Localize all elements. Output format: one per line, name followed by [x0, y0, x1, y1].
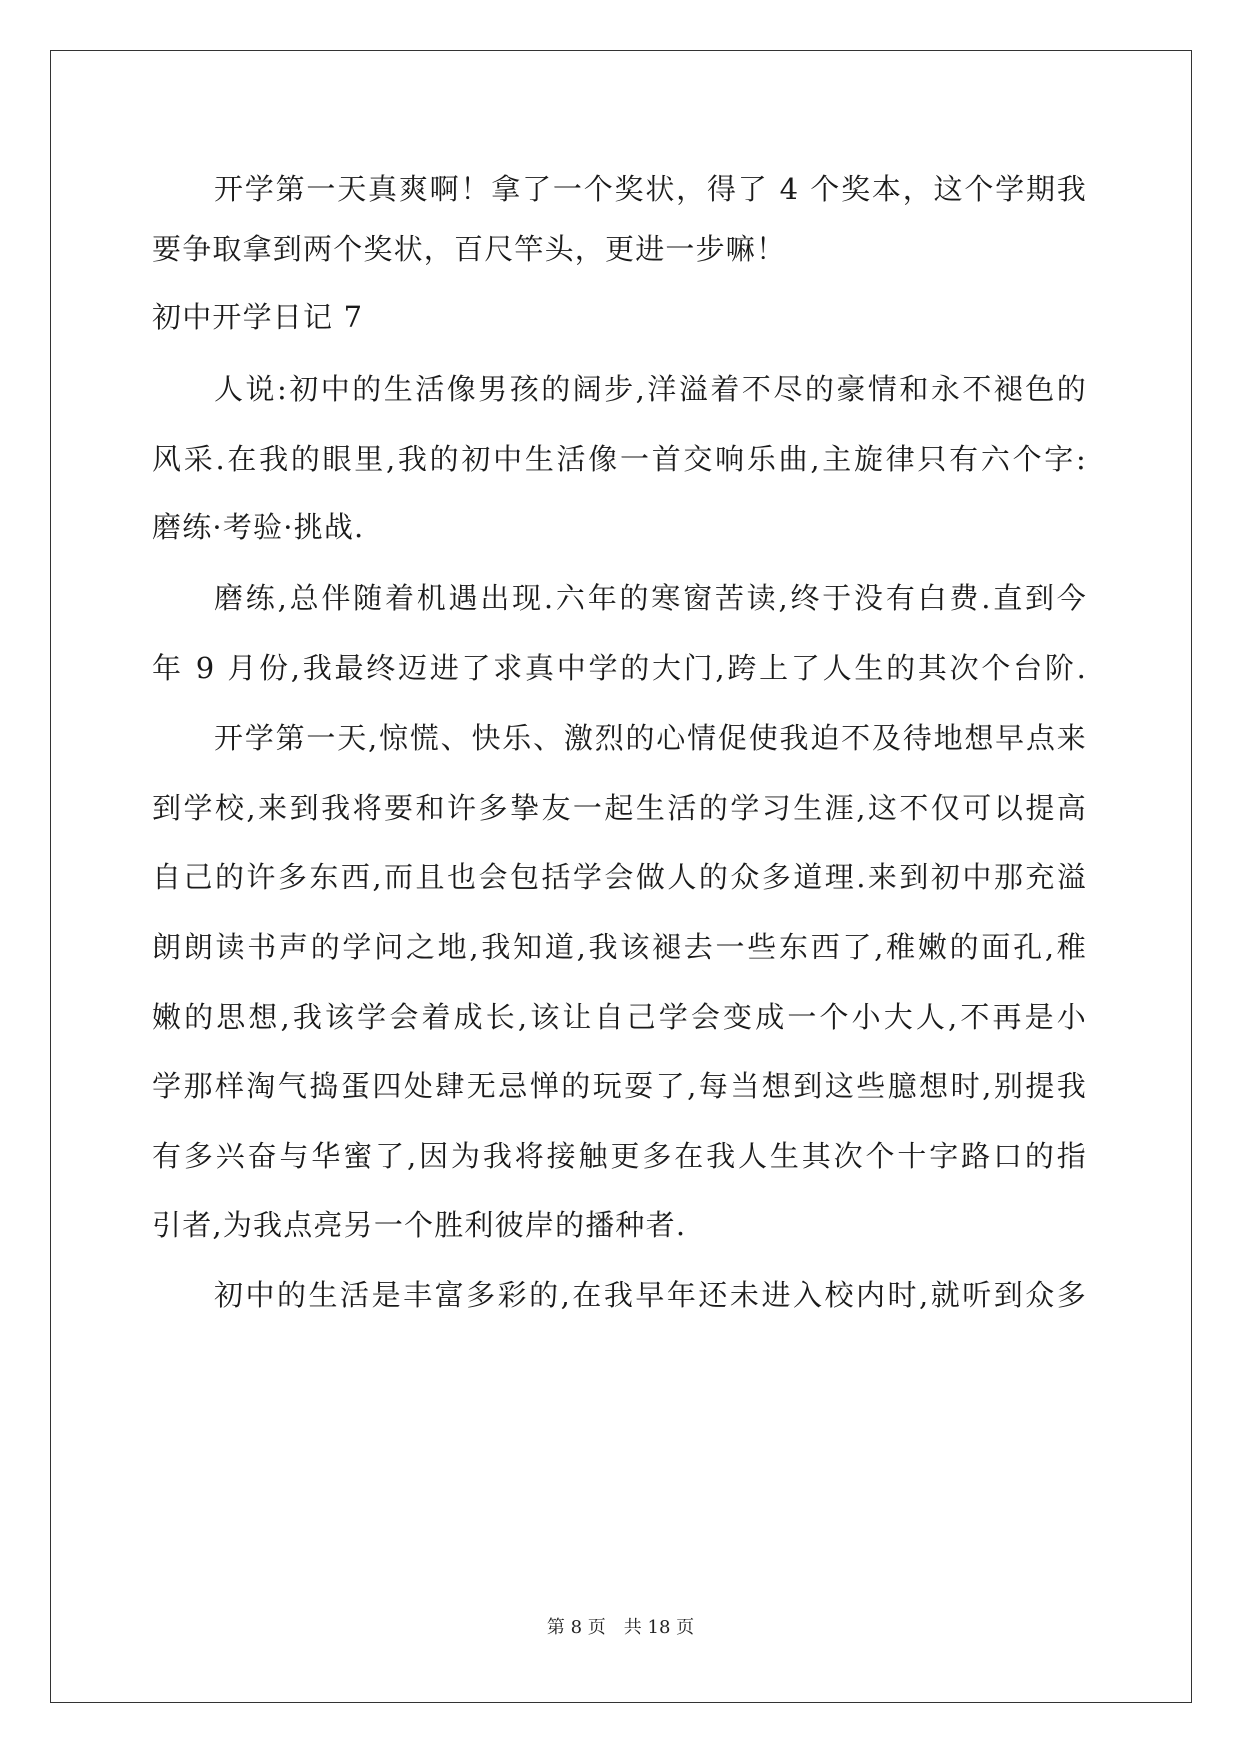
- body-text-line: 开学第一天,惊慌、快乐、激烈的心情促使我迫不及待地想早点来: [214, 721, 1087, 755]
- body-text-line: 人说:初中的生活像男孩的阔步,洋溢着不尽的豪情和永不褪色的: [214, 372, 1087, 406]
- body-text-line: 初中的生活是丰富多彩的,在我早年还未进入校内时,就听到众多: [214, 1278, 1087, 1312]
- body-text-line: 嫩的思想,我该学会着成长,该让自己学会变成一个小大人,不再是小: [152, 1000, 1087, 1034]
- body-text-line: 磨练·考验·挑战.: [152, 510, 365, 544]
- body-text-line: 磨练,总伴随着机遇出现.六年的寒窗苦读,终于没有白费.直到今: [214, 581, 1087, 615]
- body-text-line: 学那样淘气捣蛋四处肆无忌惮的玩耍了,每当想到这些臆想时,别提我: [152, 1069, 1087, 1103]
- page-number: 第 8 页 共 18 页: [546, 1617, 695, 1638]
- body-text-line: 年 9 月份,我最终迈进了求真中学的大门,跨上了人生的其次个台阶.: [152, 651, 1087, 685]
- body-text-line: 风采.在我的眼里,我的初中生活像一首交响乐曲,主旋律只有六个字:: [152, 442, 1087, 476]
- body-text-line: 有多兴奋与华蜜了,因为我将接触更多在我人生其次个十字路口的指: [152, 1139, 1087, 1173]
- body-text-line: 自己的许多东西,而且也会包括学会做人的众多道理.来到初中那充溢: [152, 860, 1087, 894]
- body-text-line: 朗朗读书声的学问之地,我知道,我该褪去一些东西了,稚嫩的面孔,稚: [152, 930, 1087, 964]
- body-text-line: 开学第一天真爽啊！拿了一个奖状，得了 4 个奖本，这个学期我: [214, 172, 1087, 206]
- body-text-line: 到学校,来到我将要和许多挚友一起生活的学习生涯,这不仅可以提高: [152, 791, 1087, 825]
- body-text-line: 要争取拿到两个奖状，百尺竿头，更进一步嘛！: [152, 232, 787, 266]
- body-text-line: 引者,为我点亮另一个胜利彼岸的播种者.: [152, 1208, 687, 1242]
- section-heading: 初中开学日记 7: [152, 300, 364, 334]
